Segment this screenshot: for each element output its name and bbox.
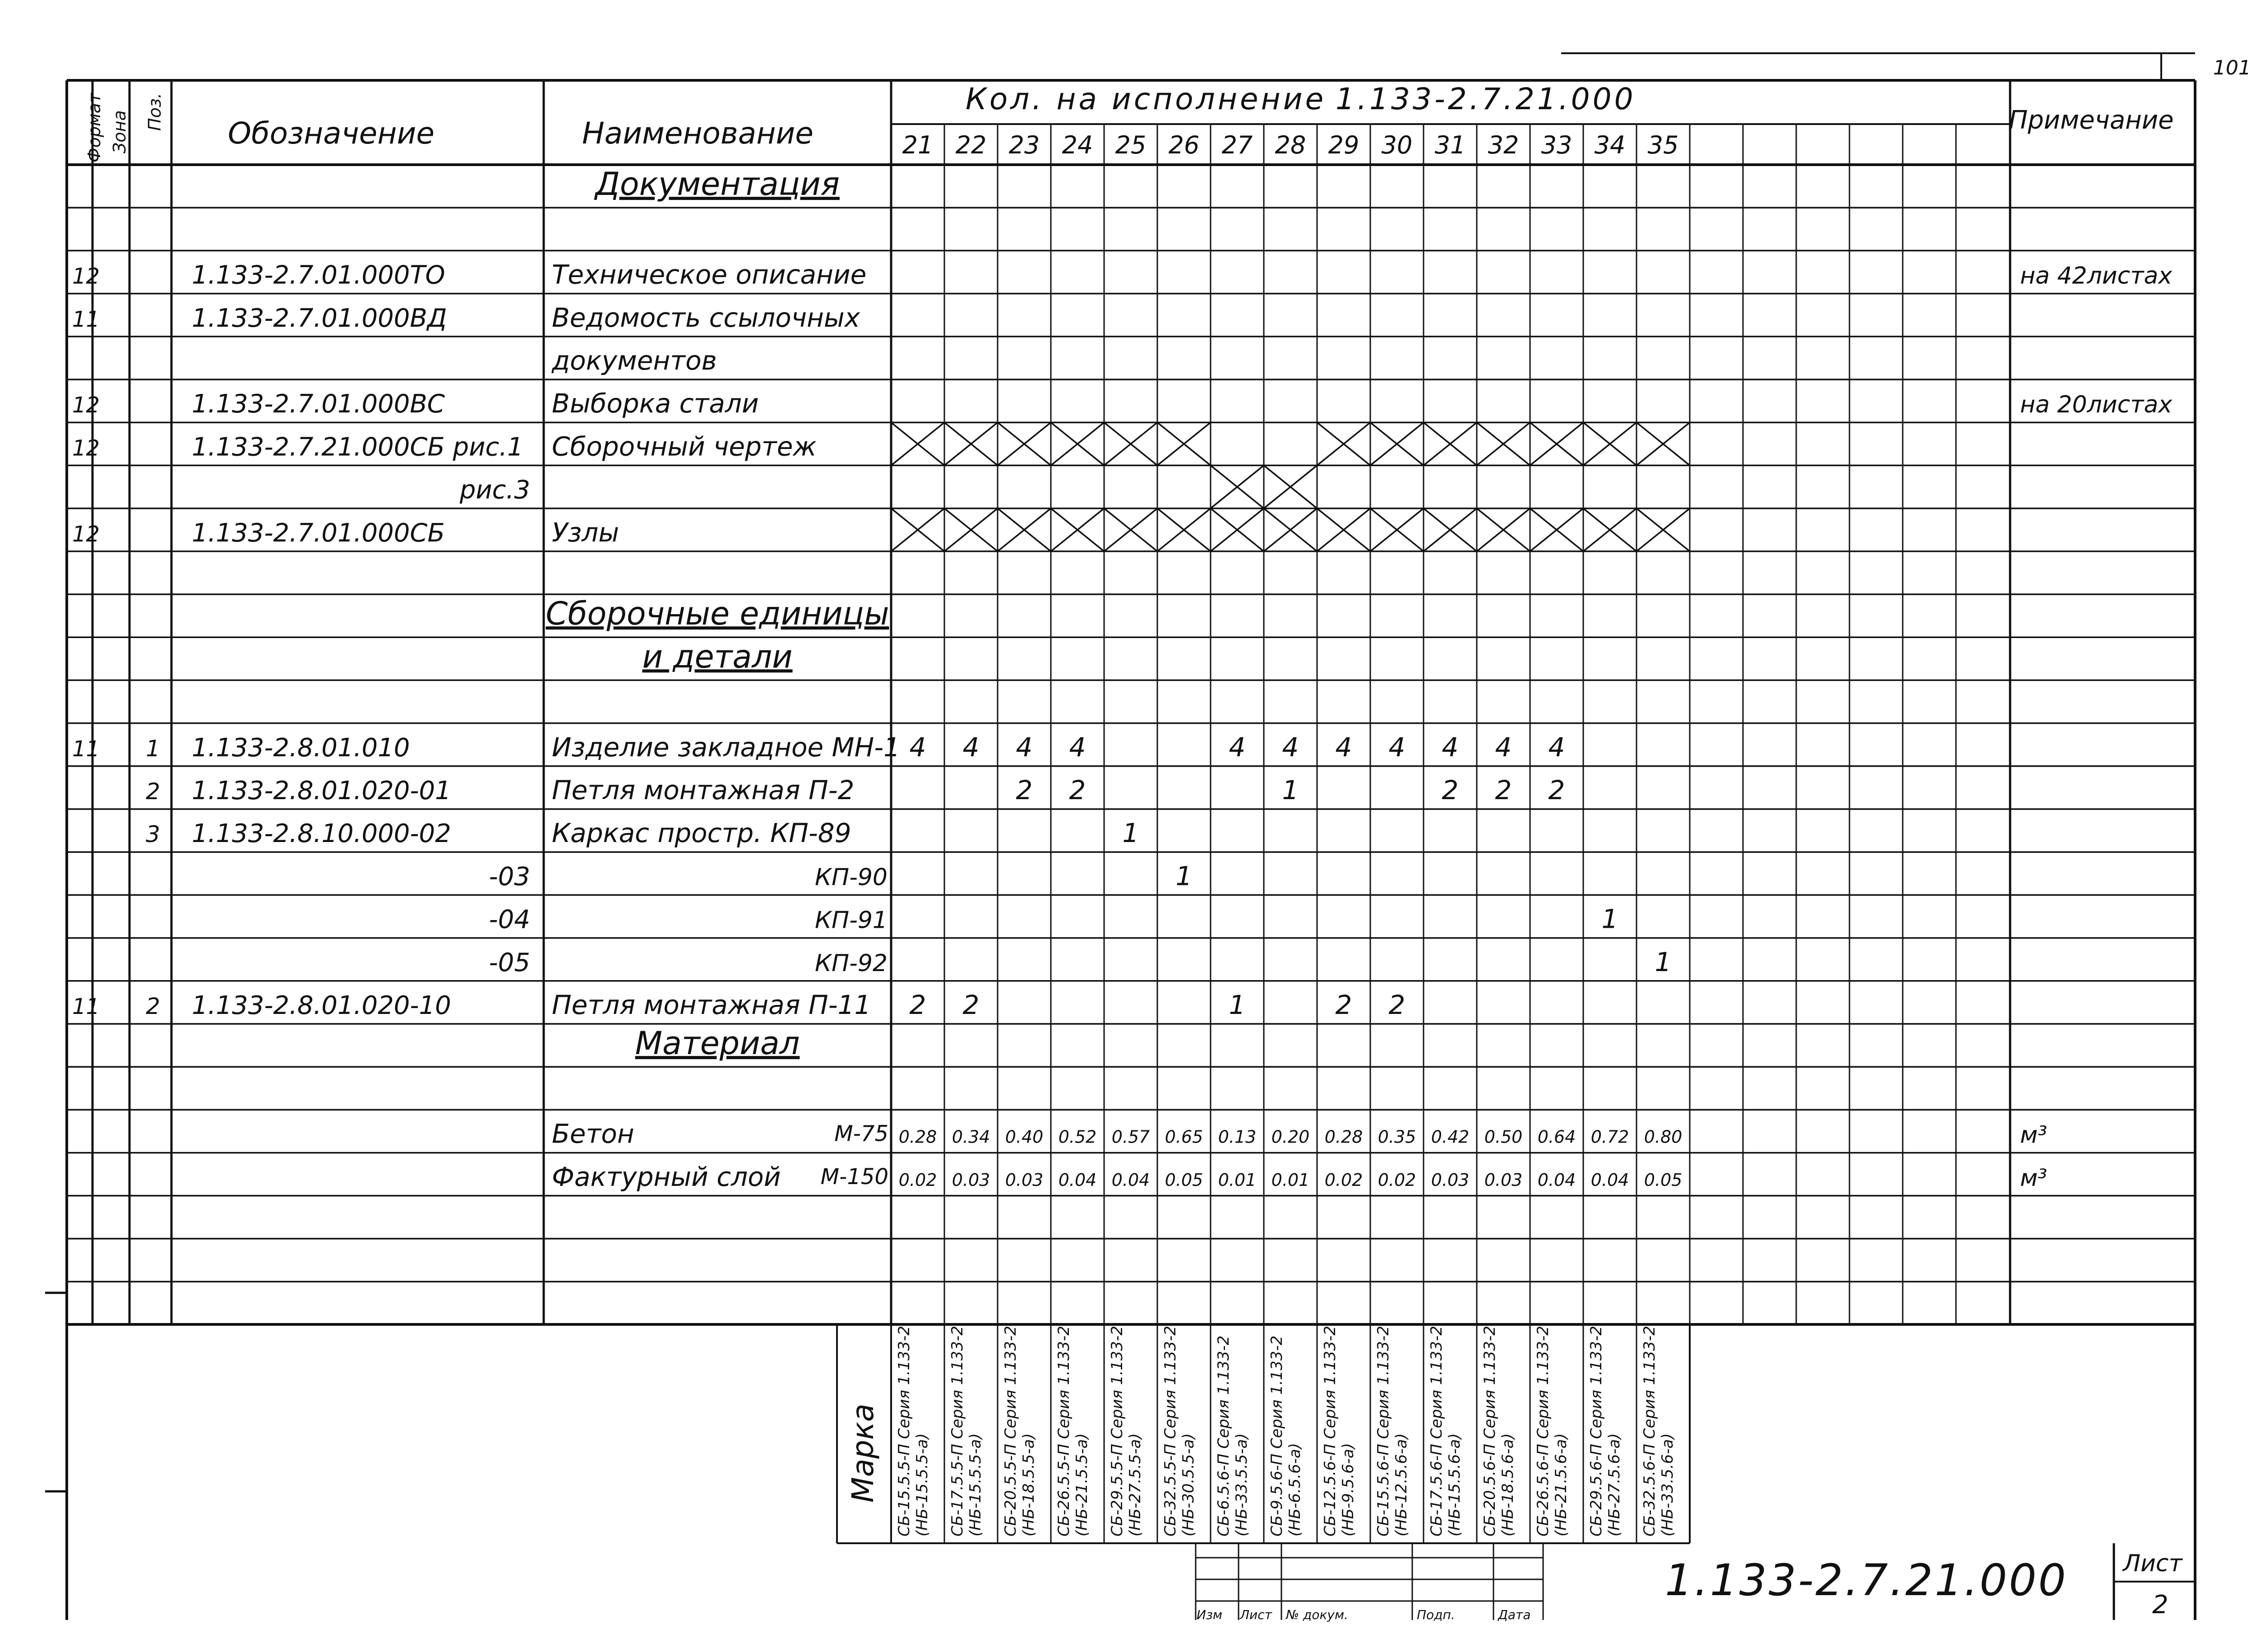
variant-number: 25 bbox=[1115, 131, 1146, 159]
mark-text: СБ-26.5.5-П Серия 1.133-2 bbox=[1055, 1326, 1073, 1536]
variant-number: 22 bbox=[955, 131, 987, 159]
qty-value: 0.04 bbox=[1058, 1170, 1097, 1190]
qty-value: 2 bbox=[909, 990, 926, 1020]
document-code: 1.133-2.7.21.000 bbox=[1665, 1555, 2068, 1606]
cell-designation: -05 bbox=[489, 948, 530, 977]
qty-value: 4 bbox=[1388, 731, 1405, 763]
cell-name: документов bbox=[552, 345, 717, 376]
cell-note: на 42листах bbox=[2020, 262, 2173, 290]
cell-name: Каркас простр. КП-89 bbox=[552, 818, 851, 849]
cell-format: 12 bbox=[72, 435, 100, 461]
cell-designation: 1.133-2.7.21.000СБ рис.1 bbox=[192, 432, 523, 462]
qty-value: 1 bbox=[1655, 946, 1672, 977]
variant-number: 31 bbox=[1434, 131, 1466, 159]
section-heading: Документация bbox=[595, 166, 840, 203]
mark-text: СБ-6.5.6-П Серия 1.133-2 bbox=[1215, 1335, 1233, 1536]
qty-value: 0.02 bbox=[1378, 1170, 1416, 1190]
mark-text: (НБ-12.5.6-а) bbox=[1392, 1433, 1410, 1536]
qty-value: 1 bbox=[1122, 818, 1139, 849]
cell-designation: 1.133-2.7.01.000ТО bbox=[192, 260, 445, 290]
qty-value: 0.03 bbox=[1005, 1170, 1044, 1190]
qty-value: 0.28 bbox=[898, 1127, 937, 1147]
header-format: Формат bbox=[84, 93, 104, 162]
mark-text: СБ-17.5.5-П Серия 1.133-2 bbox=[948, 1326, 966, 1536]
mark-labels bbox=[846, 1326, 1677, 1536]
mark-text: (НБ-15.5.5-а) bbox=[913, 1433, 931, 1536]
qty-value: 2 bbox=[1016, 775, 1033, 805]
qty-value: 0.50 bbox=[1484, 1127, 1523, 1147]
mark-text: СБ-12.5.6-П Серия 1.133-2 bbox=[1321, 1326, 1339, 1536]
header-note: Примечание bbox=[2009, 106, 2174, 135]
cell-designation: 1.133-2.7.01.000СБ bbox=[192, 518, 445, 548]
variant-number: 26 bbox=[1168, 131, 1200, 159]
qty-value: 0.04 bbox=[1590, 1170, 1629, 1190]
mark-text: СБ-20.5.5-П Серия 1.133-2 bbox=[1002, 1326, 1020, 1536]
cell-name: Сборочный чертеж bbox=[552, 431, 817, 462]
qty-value: 0.65 bbox=[1165, 1127, 1203, 1147]
variant-number: 21 bbox=[902, 131, 934, 159]
qty-value: 0.04 bbox=[1537, 1170, 1576, 1190]
qty-value: 0.80 bbox=[1644, 1127, 1683, 1147]
qty-value: 4 bbox=[1442, 731, 1459, 763]
variant-number: 29 bbox=[1328, 131, 1359, 159]
qty-value: 4 bbox=[1335, 731, 1352, 763]
header-pos: Поз. bbox=[145, 93, 165, 131]
qty-value: 2 bbox=[1335, 990, 1352, 1020]
qty-value: 0.72 bbox=[1590, 1127, 1629, 1147]
cell-designation: 1.133-2.8.10.000-02 bbox=[192, 819, 451, 849]
mark-text: СБ-26.5.6-П Серия 1.133-2 bbox=[1534, 1326, 1552, 1536]
qty-value: 4 bbox=[962, 731, 980, 763]
cell-designation: -03 bbox=[489, 862, 530, 892]
cell-designation: 1.133-2.8.01.020-01 bbox=[192, 776, 451, 805]
mark-text: СБ-29.5.6-П Серия 1.133-2 bbox=[1587, 1326, 1605, 1536]
qty-value: 0.01 bbox=[1271, 1170, 1310, 1190]
mark-text: (НБ-30.5.5-а) bbox=[1179, 1433, 1197, 1536]
variant-number: 33 bbox=[1541, 131, 1572, 159]
header-name: Наименование bbox=[582, 116, 814, 151]
mark-text: (НБ-21.5.6-а) bbox=[1552, 1433, 1570, 1536]
qty-value: 0.03 bbox=[1431, 1170, 1470, 1190]
cell-format: 11 bbox=[72, 306, 100, 332]
qty-value: 0.52 bbox=[1058, 1127, 1097, 1147]
header-zone: Зона bbox=[110, 110, 129, 153]
marks-label: Марка bbox=[846, 1403, 880, 1503]
mark-text: (НБ-33.5.5-а) bbox=[1233, 1433, 1251, 1536]
table-header bbox=[84, 56, 2251, 162]
qty-value: 2 bbox=[1548, 775, 1565, 805]
qty-value: 4 bbox=[1495, 731, 1512, 763]
variant-number: 34 bbox=[1594, 131, 1626, 159]
qty-value: 0.02 bbox=[898, 1170, 937, 1190]
cell-name: КП-91 bbox=[815, 907, 888, 934]
qty-value: 0.40 bbox=[1005, 1127, 1044, 1147]
cell-note: м³ bbox=[2020, 1121, 2048, 1149]
mark-text: СБ-17.5.6-П Серия 1.133-2 bbox=[1428, 1326, 1446, 1536]
cell-name: КП-90 bbox=[815, 864, 888, 891]
section-heading: и детали bbox=[642, 638, 793, 676]
cell-name: Узлы bbox=[552, 517, 619, 548]
variant-headers bbox=[902, 131, 1679, 159]
mark-text: СБ-15.5.5-П Серия 1.133-2 bbox=[895, 1326, 913, 1536]
cell-name: КП-92 bbox=[815, 949, 888, 977]
qty-value: 4 bbox=[1229, 731, 1246, 763]
cell-format: 12 bbox=[72, 521, 100, 547]
cell-name: Фактурный слой bbox=[552, 1161, 781, 1192]
cell-name: Петля монтажная П-2 bbox=[552, 775, 855, 805]
cell-designation: 1.133-2.7.01.000ВД bbox=[192, 303, 447, 333]
header-qty-title: Кол. на исполнение bbox=[966, 82, 1327, 116]
cell-position: 2 bbox=[146, 993, 160, 1019]
cell-name: Бетон bbox=[552, 1118, 634, 1149]
cell-position: 1 bbox=[146, 735, 160, 762]
mark-text: (НБ-18.5.5-а) bbox=[1020, 1433, 1038, 1536]
qty-value: 0.04 bbox=[1111, 1170, 1150, 1190]
header-qty-code: 1.133-2.7.21.000 bbox=[1336, 82, 1636, 116]
qty-value: 0.28 bbox=[1324, 1127, 1363, 1147]
qty-value: 4 bbox=[1282, 731, 1299, 763]
qty-value: 4 bbox=[1069, 731, 1086, 763]
table-rows bbox=[72, 166, 2173, 1192]
qty-value: 4 bbox=[1548, 731, 1565, 763]
mark-text: (НБ-21.5.5-а) bbox=[1073, 1433, 1091, 1536]
mark-text: СБ-20.5.6-П Серия 1.133-2 bbox=[1481, 1326, 1499, 1536]
mark-text: СБ-32.5.6-П Серия 1.133-2 bbox=[1641, 1326, 1659, 1536]
cell-designation: -04 bbox=[489, 905, 530, 935]
cell-note: на 20листах bbox=[2020, 391, 2173, 419]
cell-designation: 1.133-2.8.01.020-10 bbox=[192, 991, 451, 1020]
title-block bbox=[1197, 1550, 2183, 1622]
cell-name: Петля монтажная П-11 bbox=[552, 990, 871, 1020]
page-number: 101 bbox=[2213, 56, 2251, 79]
qty-value: 2 bbox=[1069, 775, 1086, 805]
cell-name-grade: М-150 bbox=[820, 1164, 888, 1189]
cell-designation: 1.133-2.8.01.010 bbox=[192, 733, 410, 763]
qty-value: 0.20 bbox=[1271, 1127, 1310, 1147]
cell-name: Ведомость ссылочных bbox=[552, 302, 860, 333]
qty-value: 0.02 bbox=[1324, 1170, 1363, 1190]
qty-value: 2 bbox=[1388, 990, 1405, 1020]
mark-text: СБ-15.5.6-П Серия 1.133-2 bbox=[1374, 1326, 1392, 1536]
stamp-label: № докум. bbox=[1286, 1607, 1349, 1622]
qty-value: 1 bbox=[1282, 775, 1299, 805]
cell-name: Техническое описание bbox=[552, 259, 867, 290]
cell-name: Выборка стали bbox=[552, 388, 759, 419]
variant-number: 32 bbox=[1488, 131, 1519, 159]
cell-designation: рис.3 bbox=[459, 475, 530, 505]
mark-text: (НБ-9.5.6-а) bbox=[1339, 1443, 1357, 1536]
stamp-label: Подп. bbox=[1417, 1607, 1455, 1622]
mark-text: (НБ-27.5.5-а) bbox=[1126, 1433, 1144, 1536]
cell-position: 3 bbox=[146, 821, 160, 848]
variant-number: 35 bbox=[1647, 131, 1679, 159]
variant-number: 27 bbox=[1221, 131, 1253, 159]
qty-value: 0.34 bbox=[952, 1127, 990, 1147]
cell-format: 12 bbox=[72, 393, 100, 418]
mark-text: (НБ-15.5.6-а) bbox=[1446, 1433, 1464, 1536]
qty-value: 0.42 bbox=[1431, 1127, 1470, 1147]
mark-text: СБ-32.5.5-П Серия 1.133-2 bbox=[1161, 1326, 1179, 1536]
mark-text: (НБ-33.5.6-а) bbox=[1659, 1433, 1677, 1536]
cell-position: 2 bbox=[146, 778, 160, 805]
sheet-label: Лист bbox=[2123, 1550, 2182, 1577]
qty-value: 0.03 bbox=[952, 1170, 990, 1190]
variant-number: 24 bbox=[1062, 131, 1093, 159]
cell-designation: 1.133-2.7.01.000ВС bbox=[192, 389, 445, 419]
cell-name: Изделие закладное МН-1 bbox=[552, 731, 901, 763]
qty-value: 0.13 bbox=[1218, 1127, 1257, 1147]
crossed-cells bbox=[891, 422, 1690, 551]
qty-value: 2 bbox=[962, 990, 980, 1020]
qty-value: 0.03 bbox=[1484, 1170, 1523, 1190]
mark-text: (НБ-18.5.6-а) bbox=[1499, 1433, 1517, 1536]
mark-text: (НБ-27.5.6-а) bbox=[1605, 1433, 1623, 1536]
variant-number: 28 bbox=[1275, 131, 1306, 159]
mark-text: СБ-9.5.6-П Серия 1.133-2 bbox=[1268, 1335, 1286, 1536]
cell-name-grade: М-75 bbox=[834, 1121, 888, 1147]
qty-value: 0.05 bbox=[1165, 1170, 1203, 1190]
qty-value: 0.35 bbox=[1378, 1127, 1416, 1147]
qty-value: 1 bbox=[1175, 861, 1193, 892]
qty-value: 0.01 bbox=[1218, 1170, 1257, 1190]
header-designation: Обозначение bbox=[228, 116, 435, 151]
stamp-label: Дата bbox=[1498, 1607, 1531, 1622]
qty-value: 4 bbox=[1016, 731, 1033, 763]
mark-text: (НБ-6.5.6-а) bbox=[1286, 1443, 1304, 1536]
stamp-label: Изм bbox=[1197, 1607, 1222, 1622]
qty-value: 1 bbox=[1601, 903, 1618, 935]
qty-value: 0.64 bbox=[1537, 1127, 1576, 1147]
qty-value: 4 bbox=[909, 731, 926, 763]
qty-value: 0.05 bbox=[1644, 1170, 1683, 1190]
variant-number: 30 bbox=[1381, 131, 1413, 159]
qty-value: 2 bbox=[1442, 775, 1459, 805]
cell-format: 12 bbox=[72, 264, 100, 289]
section-heading: Материал bbox=[635, 1025, 800, 1062]
cell-note: м³ bbox=[2020, 1164, 2048, 1192]
section-heading: Сборочные единицы bbox=[546, 595, 889, 633]
sheet-number: 2 bbox=[2152, 1590, 2168, 1620]
qty-value: 2 bbox=[1495, 775, 1512, 805]
cell-format: 11 bbox=[72, 994, 100, 1019]
cell-format: 11 bbox=[72, 736, 100, 762]
qty-value: 1 bbox=[1229, 990, 1246, 1020]
mark-text: СБ-29.5.5-П Серия 1.133-2 bbox=[1108, 1326, 1126, 1536]
mark-text: (НБ-15.5.5-а) bbox=[966, 1433, 985, 1536]
stamp-label: Лист bbox=[1240, 1607, 1272, 1622]
qty-value: 0.57 bbox=[1111, 1127, 1150, 1147]
variant-number: 23 bbox=[1008, 131, 1040, 159]
